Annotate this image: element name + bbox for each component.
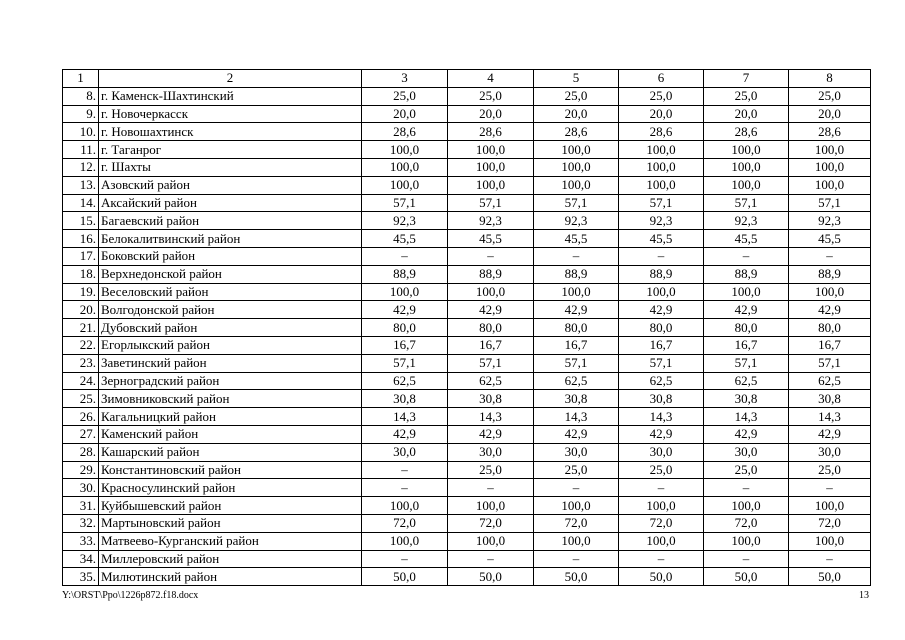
table-row: [63, 212, 871, 230]
table-row: [63, 230, 871, 248]
value-cell: 28,6: [704, 123, 789, 141]
value-cell: 50,0: [704, 568, 789, 586]
value-cell: 100,0: [704, 283, 789, 301]
value-cell: 16,7: [448, 336, 534, 354]
table-row: [63, 301, 871, 319]
value-cell: 57,1: [362, 194, 448, 212]
row-number: 31.: [63, 497, 99, 515]
table-row: [63, 194, 871, 212]
value-cell: 100,0: [789, 141, 871, 159]
district-name: г. Таганрог: [99, 141, 362, 159]
value-cell: 80,0: [619, 319, 704, 337]
value-cell: –: [704, 247, 789, 265]
value-cell: 20,0: [448, 105, 534, 123]
row-number: 8.: [63, 87, 99, 105]
value-cell: 42,9: [619, 425, 704, 443]
value-cell: 28,6: [362, 123, 448, 141]
value-cell: 57,1: [789, 194, 871, 212]
value-cell: 100,0: [362, 532, 448, 550]
value-cell: 42,9: [619, 301, 704, 319]
row-number: 25.: [63, 390, 99, 408]
value-cell: 100,0: [362, 158, 448, 176]
table-row: [63, 514, 871, 532]
value-cell: 42,9: [362, 425, 448, 443]
table-row: [63, 354, 871, 372]
value-cell: 57,1: [704, 354, 789, 372]
value-cell: 14,3: [789, 408, 871, 426]
value-cell: 25,0: [362, 87, 448, 105]
row-number: 15.: [63, 212, 99, 230]
table-row: [63, 408, 871, 426]
header-cell: 3: [362, 70, 448, 88]
value-cell: 28,6: [789, 123, 871, 141]
header-row: [63, 70, 871, 88]
value-cell: 100,0: [534, 158, 619, 176]
table-row: [63, 123, 871, 141]
value-cell: 30,0: [619, 443, 704, 461]
value-cell: 50,0: [534, 568, 619, 586]
table-row: [63, 390, 871, 408]
district-name: Егорлыкский район: [99, 336, 362, 354]
district-name: Багаевский район: [99, 212, 362, 230]
value-cell: 20,0: [619, 105, 704, 123]
value-cell: 92,3: [534, 212, 619, 230]
table-row: [63, 443, 871, 461]
value-cell: 42,9: [789, 425, 871, 443]
district-name: Верхнедонской район: [99, 265, 362, 283]
table-row: [63, 568, 871, 586]
value-cell: 25,0: [534, 461, 619, 479]
value-cell: 100,0: [534, 532, 619, 550]
table-body: [63, 70, 871, 586]
value-cell: 72,0: [619, 514, 704, 532]
row-number: 11.: [63, 141, 99, 159]
value-cell: 100,0: [619, 283, 704, 301]
header-cell: 8: [789, 70, 871, 88]
value-cell: 100,0: [789, 497, 871, 515]
district-name: Матвеево-Курганский район: [99, 532, 362, 550]
header-cell: 7: [704, 70, 789, 88]
table-row: [63, 336, 871, 354]
value-cell: 30,0: [704, 443, 789, 461]
value-cell: 16,7: [534, 336, 619, 354]
value-cell: 57,1: [789, 354, 871, 372]
value-cell: 30,8: [704, 390, 789, 408]
data-table: [62, 69, 871, 586]
value-cell: 100,0: [704, 497, 789, 515]
value-cell: 50,0: [619, 568, 704, 586]
value-cell: –: [789, 247, 871, 265]
value-cell: 100,0: [619, 532, 704, 550]
value-cell: 100,0: [619, 176, 704, 194]
value-cell: 42,9: [789, 301, 871, 319]
value-cell: 28,6: [619, 123, 704, 141]
value-cell: 100,0: [534, 141, 619, 159]
value-cell: 72,0: [534, 514, 619, 532]
value-cell: 20,0: [789, 105, 871, 123]
district-name: Куйбышевский район: [99, 497, 362, 515]
value-cell: –: [619, 479, 704, 497]
header-cell: 1: [63, 70, 99, 88]
row-number: 20.: [63, 301, 99, 319]
district-name: Азовский район: [99, 176, 362, 194]
district-name: Белокалитвинский район: [99, 230, 362, 248]
row-number: 24.: [63, 372, 99, 390]
row-number: 35.: [63, 568, 99, 586]
district-name: Милютинский район: [99, 568, 362, 586]
value-cell: 72,0: [362, 514, 448, 532]
value-cell: 57,1: [448, 354, 534, 372]
value-cell: 88,9: [534, 265, 619, 283]
table-row: [63, 283, 871, 301]
value-cell: 80,0: [704, 319, 789, 337]
value-cell: 72,0: [789, 514, 871, 532]
district-name: Дубовский район: [99, 319, 362, 337]
row-number: 26.: [63, 408, 99, 426]
district-name: Зимовниковский район: [99, 390, 362, 408]
value-cell: 30,8: [619, 390, 704, 408]
value-cell: –: [789, 550, 871, 568]
value-cell: 100,0: [619, 158, 704, 176]
row-number: 21.: [63, 319, 99, 337]
value-cell: 92,3: [362, 212, 448, 230]
value-cell: 42,9: [448, 425, 534, 443]
row-number: 17.: [63, 247, 99, 265]
value-cell: 100,0: [534, 176, 619, 194]
row-number: 22.: [63, 336, 99, 354]
value-cell: 30,8: [362, 390, 448, 408]
district-name: Веселовский район: [99, 283, 362, 301]
value-cell: 88,9: [448, 265, 534, 283]
value-cell: 57,1: [619, 194, 704, 212]
value-cell: 80,0: [789, 319, 871, 337]
district-name: Боковский район: [99, 247, 362, 265]
value-cell: 14,3: [619, 408, 704, 426]
row-number: 33.: [63, 532, 99, 550]
value-cell: –: [362, 461, 448, 479]
value-cell: 30,8: [448, 390, 534, 408]
value-cell: 100,0: [789, 176, 871, 194]
value-cell: 80,0: [448, 319, 534, 337]
value-cell: 100,0: [789, 158, 871, 176]
value-cell: 45,5: [619, 230, 704, 248]
value-cell: 45,5: [362, 230, 448, 248]
district-name: Красносулинский район: [99, 479, 362, 497]
district-name: Зерноградский район: [99, 372, 362, 390]
value-cell: 25,0: [534, 87, 619, 105]
value-cell: 72,0: [448, 514, 534, 532]
table-row: [63, 550, 871, 568]
value-cell: 30,8: [534, 390, 619, 408]
footer-file-path: Y:\ORST\Ppo\1226p872.f18.docx: [62, 590, 199, 601]
value-cell: 20,0: [704, 105, 789, 123]
district-name: Константиновский район: [99, 461, 362, 479]
table-row: [63, 319, 871, 337]
value-cell: 100,0: [534, 283, 619, 301]
value-cell: 16,7: [619, 336, 704, 354]
row-number: 18.: [63, 265, 99, 283]
table-row: [63, 87, 871, 105]
value-cell: 42,9: [704, 301, 789, 319]
value-cell: 100,0: [362, 497, 448, 515]
value-cell: 14,3: [704, 408, 789, 426]
table-row: [63, 372, 871, 390]
value-cell: 100,0: [619, 141, 704, 159]
value-cell: 25,0: [619, 87, 704, 105]
district-name: Заветинский район: [99, 354, 362, 372]
value-cell: 30,0: [534, 443, 619, 461]
value-cell: 100,0: [789, 532, 871, 550]
value-cell: 100,0: [448, 176, 534, 194]
value-cell: 100,0: [704, 532, 789, 550]
value-cell: –: [534, 550, 619, 568]
value-cell: 100,0: [704, 141, 789, 159]
value-cell: 25,0: [789, 87, 871, 105]
table-row: [63, 497, 871, 515]
value-cell: 45,5: [704, 230, 789, 248]
row-number: 13.: [63, 176, 99, 194]
value-cell: 100,0: [362, 141, 448, 159]
value-cell: 100,0: [789, 283, 871, 301]
value-cell: –: [448, 550, 534, 568]
value-cell: 62,5: [362, 372, 448, 390]
row-number: 19.: [63, 283, 99, 301]
row-number: 23.: [63, 354, 99, 372]
value-cell: 42,9: [704, 425, 789, 443]
value-cell: 92,3: [448, 212, 534, 230]
table-row: [63, 247, 871, 265]
value-cell: 88,9: [704, 265, 789, 283]
value-cell: 100,0: [362, 283, 448, 301]
value-cell: 92,3: [619, 212, 704, 230]
value-cell: –: [704, 479, 789, 497]
value-cell: 50,0: [448, 568, 534, 586]
value-cell: 28,6: [534, 123, 619, 141]
value-cell: 16,7: [789, 336, 871, 354]
value-cell: 25,0: [448, 87, 534, 105]
row-number: 12.: [63, 158, 99, 176]
header-cell: 2: [99, 70, 362, 88]
value-cell: 88,9: [619, 265, 704, 283]
value-cell: 25,0: [704, 87, 789, 105]
value-cell: 100,0: [704, 158, 789, 176]
value-cell: 14,3: [362, 408, 448, 426]
value-cell: 62,5: [534, 372, 619, 390]
district-name: Каменский район: [99, 425, 362, 443]
district-name: Миллеровский район: [99, 550, 362, 568]
value-cell: 50,0: [362, 568, 448, 586]
value-cell: 100,0: [448, 497, 534, 515]
value-cell: 25,0: [704, 461, 789, 479]
value-cell: –: [619, 247, 704, 265]
value-cell: –: [619, 550, 704, 568]
district-name: Кагальницкий район: [99, 408, 362, 426]
row-number: 29.: [63, 461, 99, 479]
footer-page-number: 13: [859, 590, 869, 601]
table-row: [63, 158, 871, 176]
value-cell: –: [789, 479, 871, 497]
row-number: 27.: [63, 425, 99, 443]
row-number: 9.: [63, 105, 99, 123]
value-cell: 30,0: [362, 443, 448, 461]
table-row: [63, 479, 871, 497]
table-row: [63, 532, 871, 550]
value-cell: 42,9: [534, 425, 619, 443]
table-row: [63, 461, 871, 479]
table-row: [63, 141, 871, 159]
value-cell: 14,3: [448, 408, 534, 426]
value-cell: 80,0: [534, 319, 619, 337]
value-cell: 57,1: [362, 354, 448, 372]
value-cell: 100,0: [362, 176, 448, 194]
value-cell: 100,0: [448, 141, 534, 159]
district-name: г. Шахты: [99, 158, 362, 176]
row-number: 14.: [63, 194, 99, 212]
value-cell: 20,0: [362, 105, 448, 123]
district-name: Волгодонской район: [99, 301, 362, 319]
district-name: Аксайский район: [99, 194, 362, 212]
value-cell: 57,1: [534, 194, 619, 212]
value-cell: 100,0: [534, 497, 619, 515]
value-cell: 62,5: [704, 372, 789, 390]
row-number: 28.: [63, 443, 99, 461]
value-cell: 42,9: [448, 301, 534, 319]
value-cell: 20,0: [534, 105, 619, 123]
value-cell: 16,7: [704, 336, 789, 354]
value-cell: 30,0: [789, 443, 871, 461]
value-cell: 30,0: [448, 443, 534, 461]
value-cell: –: [534, 479, 619, 497]
table-row: [63, 265, 871, 283]
value-cell: 80,0: [362, 319, 448, 337]
value-cell: 100,0: [704, 176, 789, 194]
value-cell: –: [704, 550, 789, 568]
row-number: 10.: [63, 123, 99, 141]
value-cell: 88,9: [789, 265, 871, 283]
value-cell: 25,0: [789, 461, 871, 479]
value-cell: 45,5: [534, 230, 619, 248]
value-cell: –: [362, 247, 448, 265]
value-cell: 42,9: [362, 301, 448, 319]
value-cell: 25,0: [619, 461, 704, 479]
value-cell: –: [362, 479, 448, 497]
value-cell: –: [448, 479, 534, 497]
value-cell: 88,9: [362, 265, 448, 283]
header-cell: 6: [619, 70, 704, 88]
value-cell: 16,7: [362, 336, 448, 354]
table-row: [63, 105, 871, 123]
row-number: 16.: [63, 230, 99, 248]
value-cell: 92,3: [789, 212, 871, 230]
value-cell: 30,8: [789, 390, 871, 408]
district-name: г. Новочеркасск: [99, 105, 362, 123]
value-cell: 25,0: [448, 461, 534, 479]
district-name: Мартыновский район: [99, 514, 362, 532]
value-cell: 92,3: [704, 212, 789, 230]
district-name: г. Каменск-Шахтинский: [99, 87, 362, 105]
value-cell: 100,0: [619, 497, 704, 515]
value-cell: 57,1: [448, 194, 534, 212]
value-cell: 100,0: [448, 532, 534, 550]
value-cell: –: [534, 247, 619, 265]
value-cell: –: [362, 550, 448, 568]
value-cell: –: [448, 247, 534, 265]
value-cell: 42,9: [534, 301, 619, 319]
value-cell: 62,5: [789, 372, 871, 390]
row-number: 30.: [63, 479, 99, 497]
header-cell: 5: [534, 70, 619, 88]
district-name: Кашарский район: [99, 443, 362, 461]
district-name: г. Новошахтинск: [99, 123, 362, 141]
row-number: 34.: [63, 550, 99, 568]
value-cell: 100,0: [448, 283, 534, 301]
value-cell: 45,5: [789, 230, 871, 248]
row-number: 32.: [63, 514, 99, 532]
table-row: [63, 425, 871, 443]
value-cell: 57,1: [534, 354, 619, 372]
value-cell: 14,3: [534, 408, 619, 426]
header-cell: 4: [448, 70, 534, 88]
value-cell: 50,0: [789, 568, 871, 586]
table-row: [63, 176, 871, 194]
value-cell: 62,5: [448, 372, 534, 390]
value-cell: 72,0: [704, 514, 789, 532]
value-cell: 62,5: [619, 372, 704, 390]
value-cell: 57,1: [704, 194, 789, 212]
value-cell: 57,1: [619, 354, 704, 372]
value-cell: 100,0: [448, 158, 534, 176]
value-cell: 45,5: [448, 230, 534, 248]
value-cell: 28,6: [448, 123, 534, 141]
